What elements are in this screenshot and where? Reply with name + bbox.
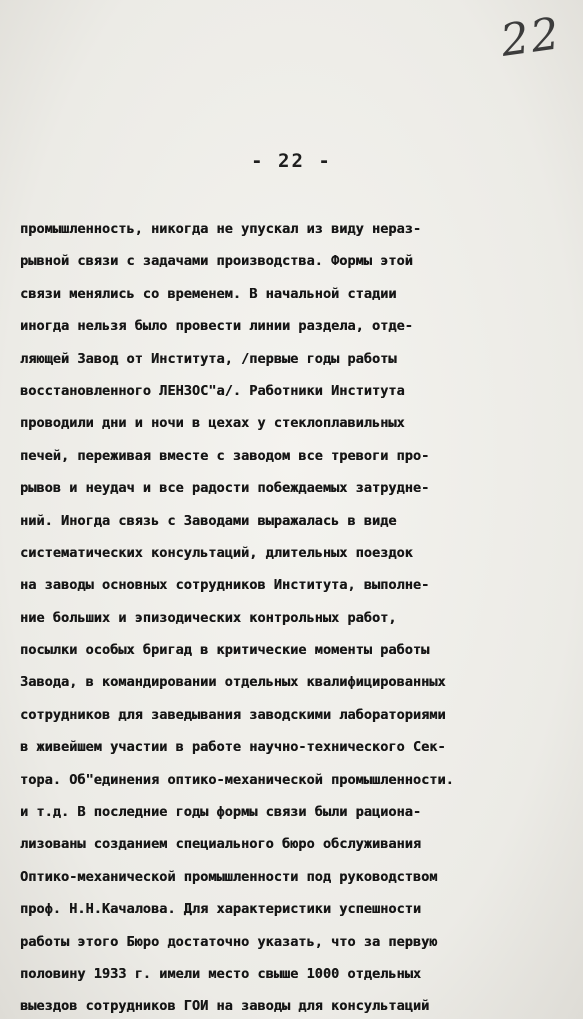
- text-line: посылки особых бригад в критические моменты работы: [20, 642, 430, 659]
- text-line: промышленность, никогда не упускал из виду нераз-: [20, 221, 422, 237]
- text-line: работы этого Бюро достаточно указать, что за первую: [20, 933, 438, 950]
- text-line: на заводы основных сотрудников Института, выполне-: [20, 577, 430, 594]
- page-number: - 22 -: [251, 150, 332, 172]
- text-line: Оптико-механической промышленности под руководством: [20, 868, 438, 885]
- typed-body-text: [20, 213, 580, 1019]
- text-line: сотрудников для заведывания заводскими лабораториями: [20, 706, 446, 723]
- text-line: в живейшем участии в работе научно-технического Сек-: [20, 739, 446, 756]
- text-line: восстановленного ЛЕНЗОС"а/. Работники Института: [20, 382, 405, 399]
- text-line: и т.д. В последние годы формы связи были рациона-: [20, 804, 422, 821]
- text-line: проводили дни и ночи в цехах у стеклоплавильных: [20, 415, 405, 432]
- text-line: выездов сотрудников ГОИ на заводы для консультаций: [20, 998, 430, 1015]
- text-line: ние больших и эпизодических контрольных работ,: [20, 609, 397, 626]
- text-line: лизованы созданием специального бюро обслуживания: [20, 836, 422, 853]
- text-line: ляющей Завод от Института, /первые годы работы: [20, 350, 397, 367]
- text-line: проф. Н.Н.Качалова. Для характеристики успешности: [20, 901, 422, 918]
- text-line: связи менялись со временем. В начальной стадии: [20, 285, 397, 302]
- archive-folio-number: 22: [497, 8, 565, 67]
- text-line: ний. Иногда связь с Заводами выражалась в виде: [20, 512, 397, 529]
- text-line: печей, переживая вместе с заводом все тревоги про-: [20, 447, 430, 464]
- text-line: рывов и неудач и все радости побеждаемых затрудне-: [20, 480, 430, 497]
- text-line: рывной связи с задачами производства. Формы этой: [20, 253, 413, 270]
- text-line: систематических консультаций, длительных поездок: [20, 544, 413, 561]
- text-line: половину 1933 г. имели место свыше 1000 отдельных: [20, 965, 422, 982]
- text-line: тора. Об"единения оптико-механической промышленности.: [20, 771, 454, 788]
- text-line: Завода, в командировании отдельных квалифицированных: [20, 674, 446, 691]
- text-line: иногда нельзя было провести линии раздела, отде-: [20, 318, 413, 335]
